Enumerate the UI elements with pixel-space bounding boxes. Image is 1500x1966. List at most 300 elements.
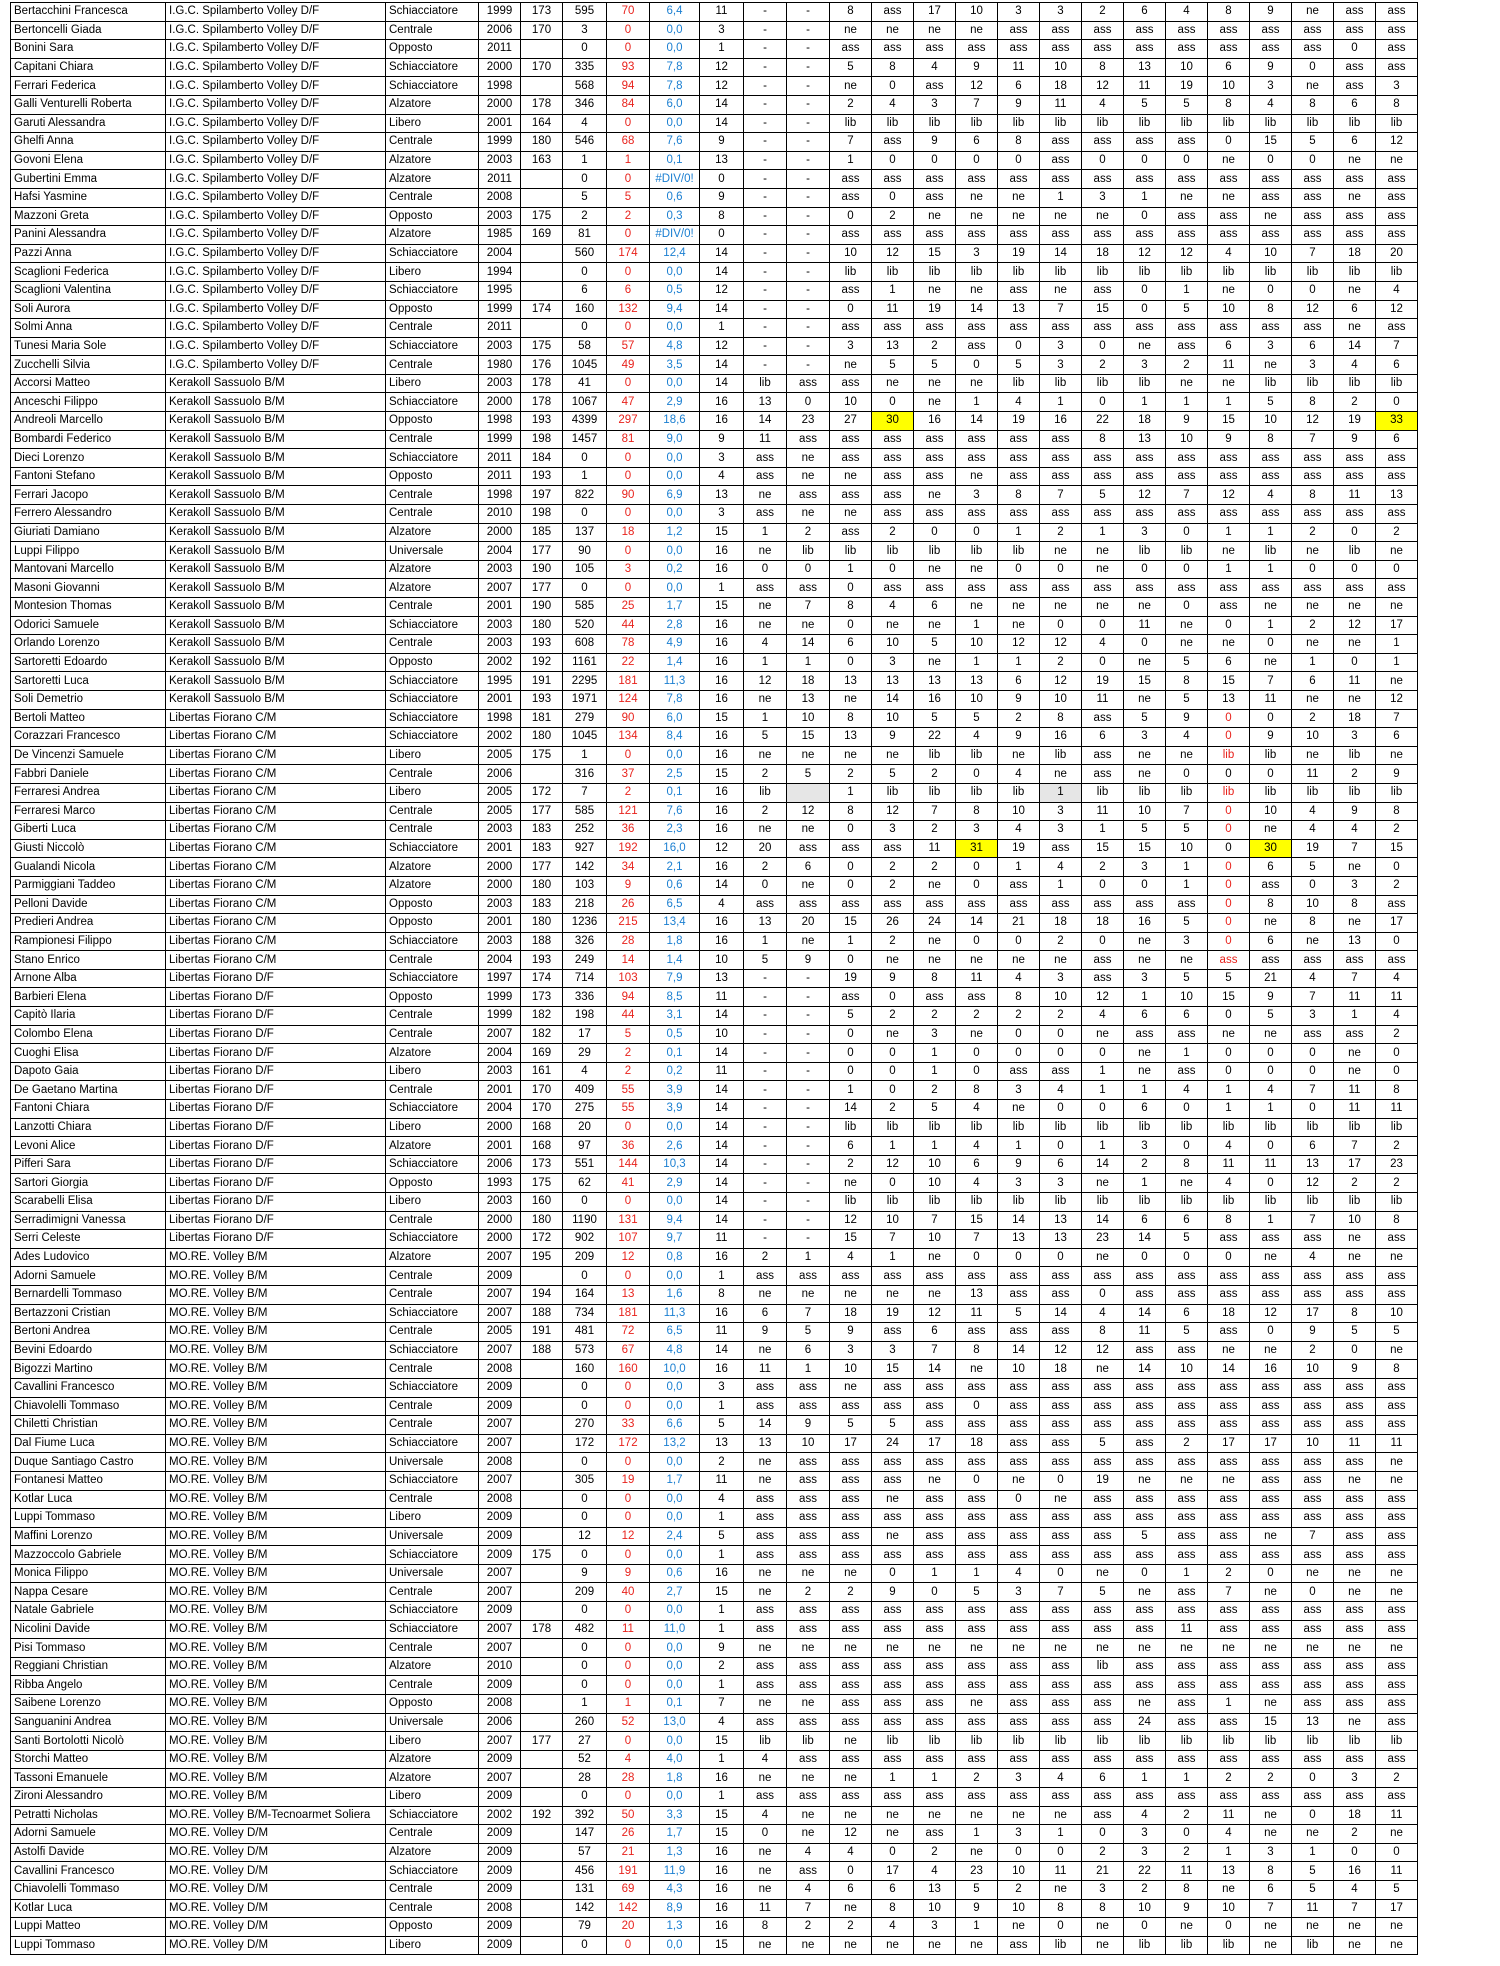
player-name-cell: Sartori Giorgia	[11, 1174, 166, 1193]
player-name-cell: Adorni Samuele	[11, 1825, 166, 1844]
birth-year-cell: 2003	[479, 635, 521, 654]
match-points-cell: lib	[1166, 1732, 1208, 1751]
table-row	[11, 1490, 1418, 1509]
height-cell: 170	[521, 58, 563, 77]
match-points-cell: 14	[1208, 1360, 1250, 1379]
match-points-cell: ass	[1124, 21, 1166, 40]
points-average-cell: 18,6	[650, 412, 700, 431]
player-name-cell: Chiavolelli Tommaso	[11, 1880, 166, 1899]
table-row	[11, 1137, 1418, 1156]
match-points-cell: 31	[956, 839, 998, 858]
role-cell: Universale	[386, 1713, 479, 1732]
birth-year-cell: 2003	[479, 151, 521, 170]
career-points-cell: 218	[563, 895, 607, 914]
match-points-cell: 4	[1208, 1137, 1250, 1156]
career-points-cell: 0	[563, 1546, 607, 1565]
match-points-cell: ass	[1376, 226, 1418, 245]
team-cell: MO.RE. Volley B/M	[166, 1564, 386, 1583]
match-points-cell: 1	[787, 1248, 830, 1267]
match-points-cell: lib	[1208, 114, 1250, 133]
match-points-cell: 0	[1166, 151, 1208, 170]
matches-played-cell: 14	[700, 114, 744, 133]
match-points-cell: 7	[956, 95, 998, 114]
table-row	[11, 523, 1418, 542]
table-row	[11, 58, 1418, 77]
match-points-cell: lib	[1124, 1118, 1166, 1137]
match-points-cell: ne	[1376, 1471, 1418, 1490]
role-cell: Opposto	[386, 653, 479, 672]
match-points-cell: ass	[998, 1397, 1040, 1416]
matches-played-cell: 1	[700, 40, 744, 59]
match-points-cell: 1	[1376, 653, 1418, 672]
match-points-cell: 14	[744, 412, 787, 431]
match-points-cell: 14	[998, 1211, 1040, 1230]
role-cell: Schiacciatore	[386, 672, 479, 691]
match-points-cell: ass	[1376, 449, 1418, 468]
match-points-cell: 0	[1208, 728, 1250, 747]
career-points-cell: 79	[563, 1918, 607, 1937]
role-cell: Opposto	[386, 412, 479, 431]
player-name-cell: Kotlar Luca	[11, 1490, 166, 1509]
table-row	[11, 1304, 1418, 1323]
match-points-cell: 2	[1292, 523, 1334, 542]
table-row	[11, 1918, 1418, 1937]
match-points-cell: ne	[1376, 1918, 1418, 1937]
match-points-cell: 0	[1208, 1248, 1250, 1267]
season-points-cell: 70	[607, 3, 650, 22]
match-points-cell: ne	[830, 77, 872, 96]
season-points-cell: 121	[607, 802, 650, 821]
points-average-cell: 1,6	[650, 1285, 700, 1304]
birth-year-cell: 2000	[479, 858, 521, 877]
match-points-cell: 2	[914, 1081, 956, 1100]
match-points-cell: ass	[1082, 1676, 1124, 1695]
match-points-cell: ass	[1250, 505, 1292, 524]
match-points-cell: ass	[1166, 1509, 1208, 1528]
table-row	[11, 263, 1418, 282]
season-points-cell: 68	[607, 133, 650, 152]
height-cell: 178	[521, 95, 563, 114]
match-points-cell: 4	[830, 1248, 872, 1267]
match-points-cell: ass	[1124, 1416, 1166, 1435]
match-points-cell: lib	[1082, 114, 1124, 133]
match-points-cell: lib	[1376, 1732, 1418, 1751]
match-points-cell: ass	[1166, 467, 1208, 486]
season-points-cell: 81	[607, 430, 650, 449]
team-cell: MO.RE. Volley B/M	[166, 1490, 386, 1509]
height-cell: 172	[521, 783, 563, 802]
role-cell: Alzatore	[386, 226, 479, 245]
match-points-cell: 0	[872, 1081, 914, 1100]
match-points-cell: 10	[1166, 1360, 1208, 1379]
matches-played-cell: 8	[700, 207, 744, 226]
match-points-cell: ne	[830, 1174, 872, 1193]
match-points-cell: ass	[1208, 1527, 1250, 1546]
table-row	[11, 1323, 1418, 1342]
player-name-cell: Capitani Chiara	[11, 58, 166, 77]
match-points-cell: 5	[914, 1100, 956, 1119]
match-points-cell: ne	[872, 1025, 914, 1044]
match-points-cell: 19	[872, 1304, 914, 1323]
career-points-cell: 0	[563, 1657, 607, 1676]
match-points-cell: ass	[1376, 505, 1418, 524]
match-points-cell: -	[787, 281, 830, 300]
season-points-cell: 0	[607, 170, 650, 189]
match-points-cell: 8	[830, 802, 872, 821]
match-points-cell: ass	[914, 988, 956, 1007]
match-points-cell: 6	[1124, 1211, 1166, 1230]
career-points-cell: 0	[563, 1602, 607, 1621]
match-points-cell: ne	[1208, 635, 1250, 654]
player-name-cell: Arnone Alba	[11, 969, 166, 988]
match-points-cell: ass	[1376, 1267, 1418, 1286]
match-points-cell: 12	[1376, 133, 1418, 152]
match-points-cell: ne	[1250, 914, 1292, 933]
match-points-cell: 7	[1166, 486, 1208, 505]
table-row	[11, 653, 1418, 672]
match-points-cell: 8	[1040, 709, 1082, 728]
match-points-cell: ass	[1166, 449, 1208, 468]
match-points-cell: 6	[872, 1880, 914, 1899]
match-points-cell: ass	[1292, 1620, 1334, 1639]
match-points-cell: 12	[1376, 690, 1418, 709]
match-points-cell: -	[787, 319, 830, 338]
match-points-cell: ass	[787, 486, 830, 505]
match-points-cell: ne	[787, 876, 830, 895]
match-points-cell: 5	[787, 1323, 830, 1342]
match-points-cell: -	[787, 263, 830, 282]
match-points-cell: lib	[956, 542, 998, 561]
height-cell	[521, 244, 563, 263]
match-points-cell: ne	[1040, 765, 1082, 784]
match-points-cell: ass	[1040, 579, 1082, 598]
match-points-cell: 4	[956, 1100, 998, 1119]
season-points-cell: 0	[607, 1788, 650, 1807]
match-points-cell: ne	[830, 356, 872, 375]
match-points-cell: ne	[1208, 1639, 1250, 1658]
birth-year-cell: 2009	[479, 1936, 521, 1955]
match-points-cell: 13	[1040, 1230, 1082, 1249]
match-points-cell: 17	[1208, 1434, 1250, 1453]
team-cell: MO.RE. Volley B/M	[166, 1285, 386, 1304]
match-points-cell: ne	[914, 486, 956, 505]
match-points-cell: 6	[1292, 1137, 1334, 1156]
birth-year-cell: 2001	[479, 1137, 521, 1156]
match-points-cell: lib	[872, 114, 914, 133]
player-name-cell: Dieci Lorenzo	[11, 449, 166, 468]
match-points-cell: lib	[914, 542, 956, 561]
match-points-cell: 15	[872, 1360, 914, 1379]
match-points-cell: ass	[1292, 1378, 1334, 1397]
match-points-cell: 2	[1376, 876, 1418, 895]
birth-year-cell: 2004	[479, 244, 521, 263]
match-points-cell: 0	[998, 560, 1040, 579]
match-points-cell: 0	[1292, 58, 1334, 77]
match-points-cell: 10	[830, 244, 872, 263]
match-points-cell: 0	[744, 876, 787, 895]
height-cell: 175	[521, 207, 563, 226]
match-points-cell: ne	[1124, 765, 1166, 784]
season-points-cell: 26	[607, 895, 650, 914]
match-points-cell: 1	[1166, 858, 1208, 877]
match-points-cell: 12	[1376, 300, 1418, 319]
match-points-cell: ass	[1040, 467, 1082, 486]
match-points-cell: 22	[1124, 1862, 1166, 1881]
match-points-cell: 9	[1166, 1899, 1208, 1918]
height-cell: 182	[521, 1007, 563, 1026]
season-points-cell: 4	[607, 1750, 650, 1769]
match-points-cell: lib	[1334, 1732, 1376, 1751]
match-points-cell: ass	[1124, 895, 1166, 914]
match-points-cell: ass	[830, 1788, 872, 1807]
birth-year-cell: 2006	[479, 21, 521, 40]
match-points-cell: ass	[1040, 226, 1082, 245]
match-points-cell: -	[787, 1007, 830, 1026]
match-points-cell: 18	[1334, 709, 1376, 728]
points-average-cell: 0,0	[650, 1788, 700, 1807]
match-points-cell: 0	[1208, 821, 1250, 840]
match-points-cell: -	[744, 244, 787, 263]
match-points-cell: lib	[1040, 1118, 1082, 1137]
match-points-cell: ne	[1166, 188, 1208, 207]
match-points-cell: 22	[1082, 412, 1124, 431]
match-points-cell: 7	[830, 133, 872, 152]
match-points-cell: 1	[956, 616, 998, 635]
career-points-cell: 595	[563, 3, 607, 22]
match-points-cell: ass	[1376, 1695, 1418, 1714]
match-points-cell: lib	[1040, 1193, 1082, 1212]
table-row	[11, 226, 1418, 245]
match-points-cell: 1	[787, 653, 830, 672]
match-points-cell: 15	[830, 914, 872, 933]
match-points-cell: ass	[1334, 505, 1376, 524]
match-points-cell: lib	[1208, 1193, 1250, 1212]
match-points-cell: ass	[998, 449, 1040, 468]
match-points-cell: 6	[1250, 1880, 1292, 1899]
match-points-cell: ne	[830, 1639, 872, 1658]
match-points-cell: 18	[1334, 1806, 1376, 1825]
table-row	[11, 1155, 1418, 1174]
height-cell	[521, 1639, 563, 1658]
match-points-cell: -	[744, 337, 787, 356]
player-name-cell: Govoni Elena	[11, 151, 166, 170]
career-points-cell: 52	[563, 1750, 607, 1769]
match-points-cell: 0	[830, 1862, 872, 1881]
role-cell: Centrale	[386, 1323, 479, 1342]
match-points-cell: 9	[1166, 709, 1208, 728]
player-name-cell: Santi Bortolotti Nicolò	[11, 1732, 166, 1751]
match-points-cell: 17	[872, 1862, 914, 1881]
match-points-cell: ass	[1082, 1416, 1124, 1435]
team-cell: Libertas Fiorano D/F	[166, 988, 386, 1007]
match-points-cell: 0	[1208, 1918, 1250, 1937]
match-points-cell: 0	[1040, 1044, 1082, 1063]
matches-played-cell: 1	[700, 1602, 744, 1621]
match-points-cell: 1	[744, 653, 787, 672]
role-cell: Centrale	[386, 1583, 479, 1602]
team-cell: I.G.C. Spilamberto Volley D/F	[166, 58, 386, 77]
match-points-cell: 13	[1124, 58, 1166, 77]
match-points-cell: lib	[1250, 374, 1292, 393]
career-points-cell: 3	[563, 21, 607, 40]
match-points-cell: lib	[830, 263, 872, 282]
matches-played-cell: 3	[700, 505, 744, 524]
match-points-cell: 8	[1250, 1862, 1292, 1881]
match-points-cell: ne	[998, 1639, 1040, 1658]
match-points-cell: 8	[1334, 895, 1376, 914]
match-points-cell: ass	[1082, 951, 1124, 970]
match-points-cell: ass	[956, 1788, 998, 1807]
player-name-cell: Ferrari Jacopo	[11, 486, 166, 505]
matches-played-cell: 14	[700, 356, 744, 375]
match-points-cell: 0	[1208, 914, 1250, 933]
match-points-cell: 10	[1250, 412, 1292, 431]
table-row	[11, 1527, 1418, 1546]
match-points-cell: 0	[1292, 281, 1334, 300]
match-points-cell: 13	[872, 337, 914, 356]
season-points-cell: 0	[607, 1602, 650, 1621]
points-average-cell: 0,0	[650, 263, 700, 282]
table-row	[11, 1193, 1418, 1212]
match-points-cell: -	[744, 58, 787, 77]
match-points-cell: ne	[1166, 746, 1208, 765]
birth-year-cell: 2006	[479, 1713, 521, 1732]
height-cell	[521, 1434, 563, 1453]
match-points-cell: ass	[1334, 1267, 1376, 1286]
match-points-cell: 2	[872, 932, 914, 951]
career-points-cell: 142	[563, 858, 607, 877]
role-cell: Schiacciatore	[386, 932, 479, 951]
player-name-cell: Ferraresi Marco	[11, 802, 166, 821]
team-cell: MO.RE. Volley B/M	[166, 1657, 386, 1676]
role-cell: Centrale	[386, 1490, 479, 1509]
team-cell: I.G.C. Spilamberto Volley D/F	[166, 263, 386, 282]
match-points-cell: ass	[744, 1620, 787, 1639]
match-points-cell: 6	[1124, 1007, 1166, 1026]
season-points-cell: 0	[607, 319, 650, 338]
match-points-cell: ass	[998, 467, 1040, 486]
matches-played-cell: 1	[700, 1397, 744, 1416]
match-points-cell: ne	[1376, 1341, 1418, 1360]
team-cell: MO.RE. Volley D/M	[166, 1936, 386, 1955]
match-points-cell: ass	[787, 1471, 830, 1490]
match-points-cell: ne	[1292, 3, 1334, 22]
match-points-cell: 4	[787, 1843, 830, 1862]
match-points-cell: 10	[787, 1434, 830, 1453]
match-points-cell: ass	[1166, 505, 1208, 524]
career-points-cell: 0	[563, 1453, 607, 1472]
player-name-cell: Tunesi Maria Sole	[11, 337, 166, 356]
match-points-cell: -	[744, 1137, 787, 1156]
match-points-cell: ass	[1250, 1378, 1292, 1397]
match-points-cell: ass	[872, 1788, 914, 1807]
match-points-cell: 4	[1166, 3, 1208, 22]
match-points-cell: lib	[1124, 783, 1166, 802]
match-points-cell: ass	[1376, 1546, 1418, 1565]
role-cell: Opposto	[386, 1918, 479, 1937]
matches-played-cell: 1	[700, 319, 744, 338]
match-points-cell: lib	[914, 1118, 956, 1137]
match-points-cell: 6	[914, 1323, 956, 1342]
match-points-cell: ass	[1082, 1602, 1124, 1621]
match-points-cell: 11	[956, 969, 998, 988]
match-points-cell: ass	[1082, 969, 1124, 988]
match-points-cell: 5	[1082, 486, 1124, 505]
career-points-cell: 6	[563, 281, 607, 300]
match-points-cell: ne	[1082, 1174, 1124, 1193]
match-points-cell: 2	[1124, 1880, 1166, 1899]
match-points-cell: 0	[872, 1843, 914, 1862]
matches-played-cell: 10	[700, 951, 744, 970]
match-points-cell: 15	[1082, 300, 1124, 319]
match-points-cell: 7	[1292, 244, 1334, 263]
match-points-cell: 4	[998, 393, 1040, 412]
match-points-cell: ass	[914, 1527, 956, 1546]
match-points-cell: ass	[914, 226, 956, 245]
career-points-cell: 0	[563, 319, 607, 338]
match-points-cell: ass	[914, 449, 956, 468]
role-cell: Schiacciatore	[386, 690, 479, 709]
stats-table	[10, 2, 1418, 1955]
match-points-cell: ass	[872, 1378, 914, 1397]
match-points-cell: -	[787, 151, 830, 170]
match-points-cell: 0	[1040, 560, 1082, 579]
career-points-cell: 1457	[563, 430, 607, 449]
match-points-cell: ass	[1334, 1490, 1376, 1509]
match-points-cell: -	[787, 40, 830, 59]
career-points-cell: 585	[563, 598, 607, 617]
match-points-cell: 0	[998, 1490, 1040, 1509]
match-points-cell: ass	[1124, 170, 1166, 189]
table-row	[11, 783, 1418, 802]
points-average-cell: 0,5	[650, 1025, 700, 1044]
match-points-cell: ass	[1166, 1397, 1208, 1416]
points-average-cell: 9,0	[650, 430, 700, 449]
match-points-cell: ass	[914, 1378, 956, 1397]
match-points-cell: 21	[1250, 969, 1292, 988]
match-points-cell: 0	[1082, 1100, 1124, 1119]
points-average-cell: 2,3	[650, 821, 700, 840]
match-points-cell: 0	[872, 988, 914, 1007]
points-average-cell: 0,0	[650, 542, 700, 561]
player-name-cell: Mantovani Marcello	[11, 560, 166, 579]
player-name-cell: Fantoni Stefano	[11, 467, 166, 486]
player-name-cell: Stano Enrico	[11, 951, 166, 970]
player-name-cell: Ferrari Federica	[11, 77, 166, 96]
match-points-cell: lib	[914, 746, 956, 765]
birth-year-cell: 2008	[479, 1453, 521, 1472]
role-cell: Centrale	[386, 821, 479, 840]
match-points-cell: 3	[914, 1025, 956, 1044]
season-points-cell: 191	[607, 1862, 650, 1881]
table-row	[11, 1620, 1418, 1639]
points-average-cell: 7,9	[650, 969, 700, 988]
match-points-cell: ass	[1040, 505, 1082, 524]
match-points-cell: ass	[1334, 1378, 1376, 1397]
match-points-cell: 17	[914, 1434, 956, 1453]
season-points-cell: 3	[607, 560, 650, 579]
points-average-cell: 0,1	[650, 1695, 700, 1714]
birth-year-cell: 2005	[479, 783, 521, 802]
matches-played-cell: 14	[700, 1118, 744, 1137]
team-cell: Libertas Fiorano C/M	[166, 802, 386, 821]
match-points-cell: ne	[1250, 1918, 1292, 1937]
table-row	[11, 319, 1418, 338]
birth-year-cell: 2009	[479, 1750, 521, 1769]
table-row	[11, 1378, 1418, 1397]
match-points-cell: ass	[1250, 1416, 1292, 1435]
role-cell: Universale	[386, 542, 479, 561]
